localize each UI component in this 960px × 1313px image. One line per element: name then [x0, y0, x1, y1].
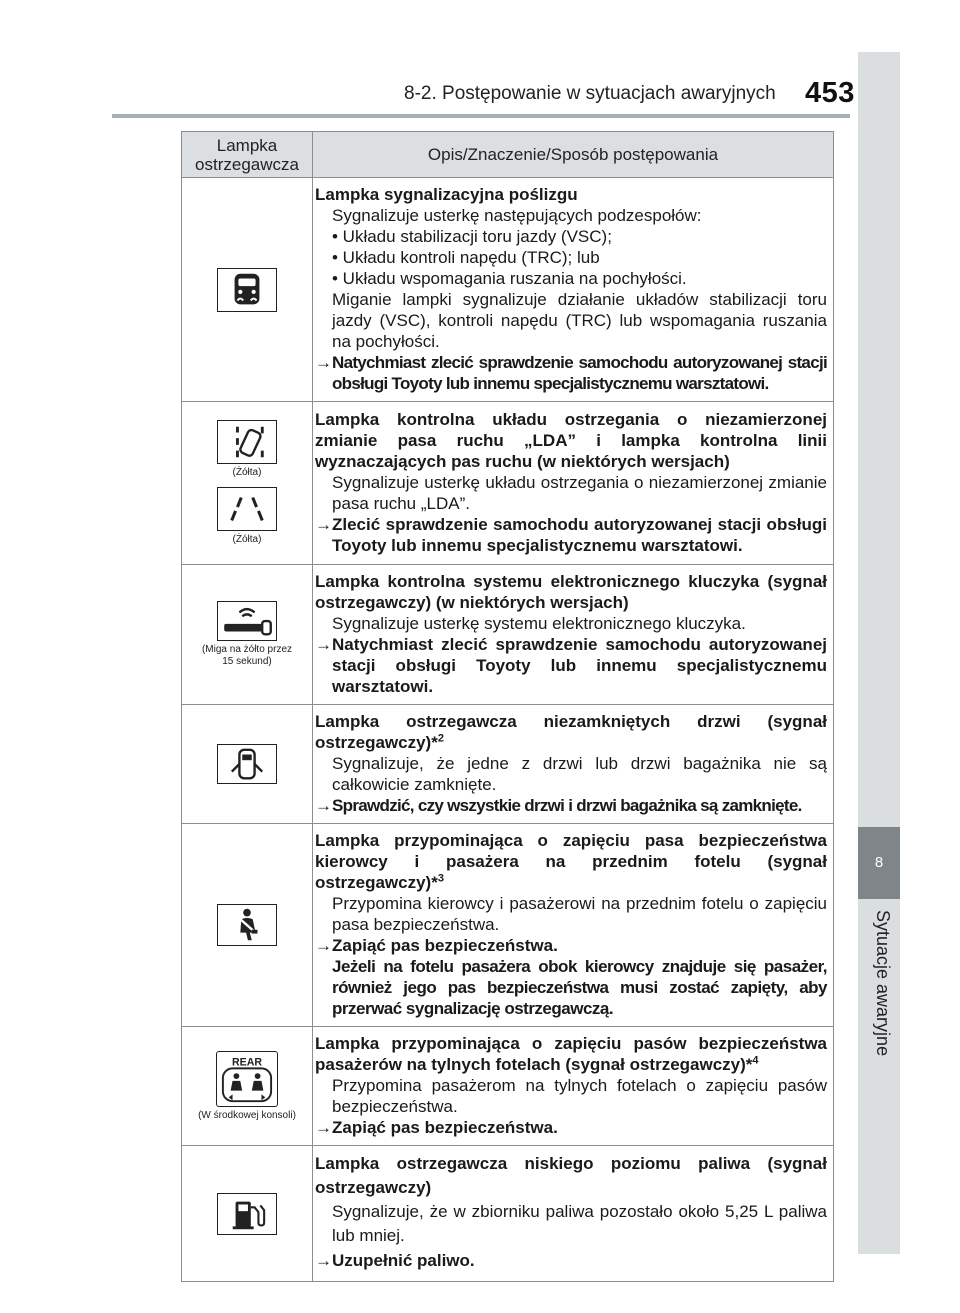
chapter-label: Sytuacje awaryjne [873, 910, 893, 1057]
table-row [182, 178, 834, 402]
table-row [182, 565, 834, 705]
row-action: →Natychmiast zlecić sprawdzenie samochodu autoryzowanej stacji obsługi Toyoty lub innemu specjalistycznemu warsztatowi. [315, 635, 827, 696]
chapter-tab[interactable]: 8 [858, 827, 900, 899]
row-title: Lampka przypominająca o zapięciu pasa bezpieczeństwa kierowcy i pasażera na przednim fotelu (sygnał ostrzegawczy)*$^3$ [315, 831, 827, 892]
arrow-icon: → [315, 353, 332, 372]
row-body-line: Przypomina kierowcy i pasażerowi na przednim fotelu o zapięciu pasa bezpieczeństwa. [332, 894, 827, 934]
col-header-description: Opis/Znaczenie/Sposób postępowania [313, 132, 834, 178]
icon-caption: (Żółta) [232, 467, 262, 478]
arrow-icon: → [315, 515, 332, 534]
row-body-line: Sygnalizuje usterkę systemu elektronicznego kluczyka. [332, 614, 746, 633]
row-action: →Zapiąć pas bezpieczeństwa. [315, 1118, 558, 1137]
section-title: 8-2. Postępowanie w sytuacjach awaryjnych [404, 83, 776, 104]
row-body-line: Sygnalizuje, że jedne z drzwi lub drzwi bagażnika nie są całkowicie zamknięte. [332, 754, 827, 794]
row-body-line: Sygnalizuje, że w zbiorniku paliwa pozostało około 5,25 L paliwa lub mniej. [332, 1202, 827, 1245]
table-row [182, 1146, 834, 1282]
row-title: Lampka ostrzegawcza niskiego poziomu paliwa (sygnał ostrzegawczy) [315, 1154, 827, 1197]
arrow-icon: → [315, 635, 332, 654]
table-row [182, 824, 834, 1027]
icon-cell [182, 402, 313, 565]
description-cell [313, 1146, 834, 1282]
row-title: Lampka kontrolna układu ostrzegania o niezamierzonej zmianie pasa ruchu „LDA” i lampka kontrolna linii wyznaczających pas ruchu (w niektórych wersjach) [315, 410, 827, 471]
rear-label: REAR [231, 1056, 263, 1068]
icon-cell [182, 824, 313, 1027]
row-action: →Zapiąć pas bezpieczeństwa. [315, 936, 558, 955]
lane-lines-icon [217, 487, 277, 531]
row-action: →Uzupełnić paliwo. [315, 1248, 827, 1274]
table-header-row [182, 132, 834, 178]
row-body-line: • Układu stabilizacji toru jazdy (VSC); [332, 227, 612, 246]
row-body-line: Sygnalizuje usterkę układu ostrzegania o niezamierzonej zmianie pasa ruchu „LDA”. [332, 473, 827, 513]
table-row [182, 705, 834, 824]
row-action: →Sprawdzić, czy wszystkie drzwi i drzwi bagażnika są zamknięte. [315, 796, 802, 815]
row-action: →Zlecić sprawdzenie samochodu autoryzowanej stacji obsługi Toyoty lub innemu specjalistycznemu warsztatowi. [315, 515, 827, 555]
description-cell [313, 565, 834, 705]
seatbelt-icon [217, 904, 277, 946]
col-header-light: Lampka ostrzegawcza [182, 132, 313, 178]
arrow-icon: → [315, 936, 332, 955]
row-title: Lampka ostrzegawcza niezamkniętych drzwi (sygnał ostrzegawczy)*$^2$ [315, 712, 827, 752]
door-open-icon [217, 744, 277, 784]
arrow-icon: → [315, 1251, 332, 1270]
icon-cell [182, 705, 313, 824]
icon-cell [182, 178, 313, 402]
fuel-pump-icon [217, 1193, 277, 1235]
row-title: Lampka sygnalizacyjna poślizgu [315, 185, 578, 204]
rear-seatbelt-icon [216, 1051, 278, 1107]
row-body-line: • Układu wspomagania ruszania na pochyłości. [332, 269, 687, 288]
row-body-line: Sygnalizuje usterkę następujących podzespołów: [332, 206, 702, 225]
description-cell [313, 178, 834, 402]
icon-caption: (W środkowej konsoli) [198, 1109, 296, 1121]
arrow-icon: → [315, 1118, 332, 1137]
row-body-line: Przypomina pasażerom na tylnych fotelach o zapięciu pasów bezpieczeństwa. [332, 1076, 827, 1116]
description-cell [313, 824, 834, 1027]
smart-key-icon [217, 601, 277, 641]
description-cell [313, 1027, 834, 1146]
row-note: Jeżeli na fotelu pasażera obok kierowcy znajduje się pasażer, również jego pas bezpieczeństwa musi zostać zapięty, aby przerwać sygnalizację ostrzegawczą. [332, 957, 827, 1018]
lane-departure-icon [217, 420, 277, 464]
warning-lights-table [181, 131, 834, 1282]
icon-cell [182, 1027, 313, 1146]
description-cell [313, 402, 834, 565]
row-title: Lampka kontrolna systemu elektronicznego kluczyka (sygnał ostrzegawczy) (w niektórych wersjach) [315, 572, 827, 612]
icon-cell [182, 565, 313, 705]
icon-caption: (Miga na żółto przez 15 sekund) [201, 644, 293, 667]
row-body-line: Miganie lampki sygnalizuje działanie układów stabilizacji toru jazdy (VSC), kontroli napędu (TRC) lub wspomagania ruszania na pochyłości. [332, 290, 827, 351]
row-title: Lampka przypominająca o zapięciu pasów bezpieczeństwa pasażerów na tylnych fotelach (sygnał ostrzegawczy)*$^4$ [315, 1034, 827, 1074]
icon-cell [182, 1146, 313, 1282]
header-rule [112, 114, 850, 118]
icon-caption: (Żółta) [232, 534, 262, 545]
page-number: 453 [805, 77, 855, 109]
table-row [182, 1027, 834, 1146]
row-action: →Natychmiast zlecić sprawdzenie samochodu autoryzowanej stacji obsługi Toyoty lub innemu specjalistycznemu warsztatowi. [315, 353, 827, 393]
row-body-line: • Układu kontroli napędu (TRC); lub [332, 248, 600, 267]
table-row [182, 402, 834, 565]
description-cell [313, 705, 834, 824]
slip-indicator-icon [217, 268, 277, 312]
arrow-icon: → [315, 796, 332, 815]
